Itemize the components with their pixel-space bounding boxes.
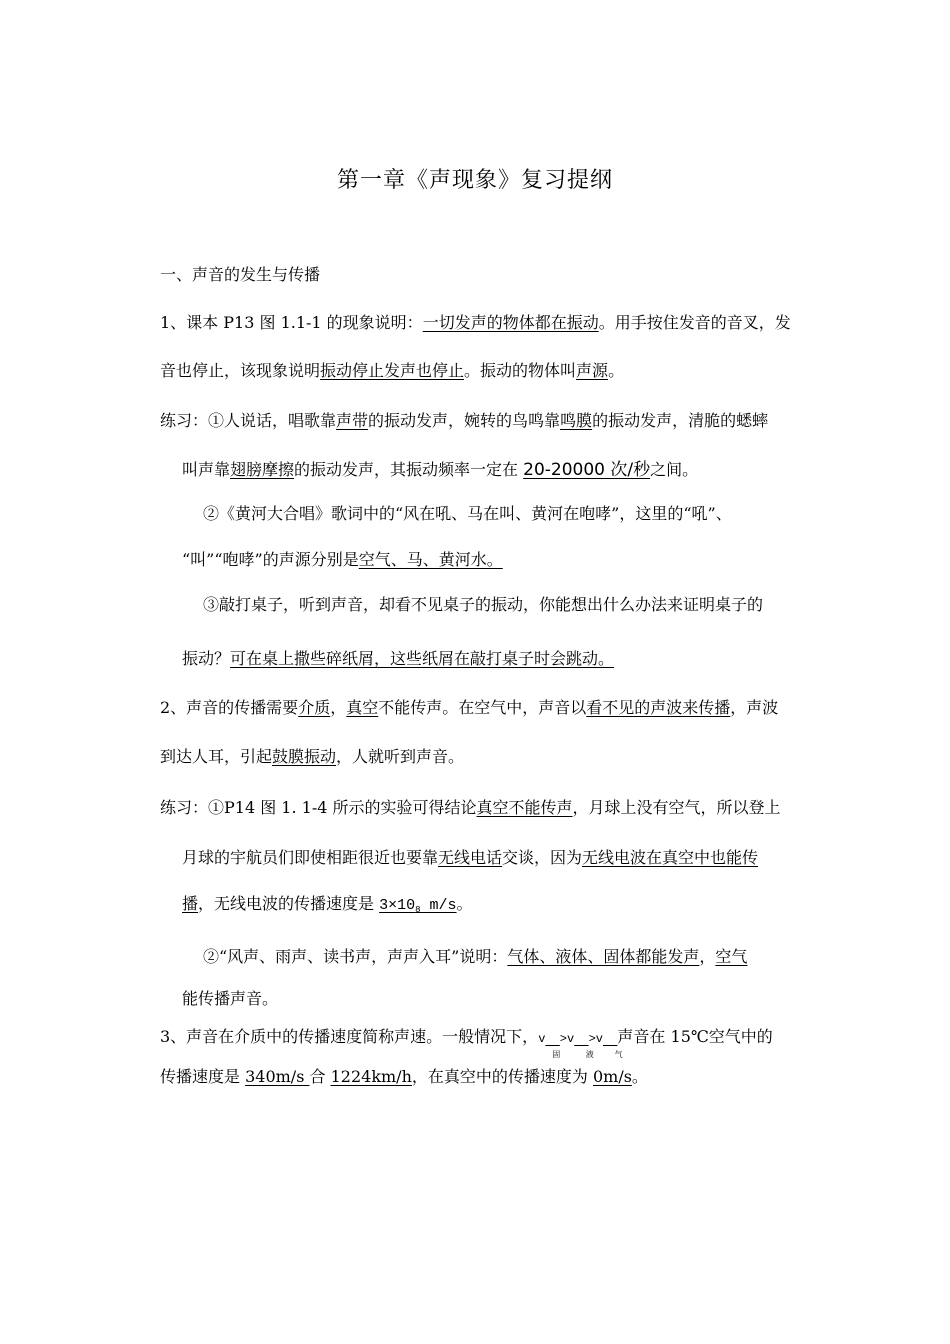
text: ，人就听到声音。	[336, 747, 465, 766]
answer: 20-20000 次/秒	[523, 460, 651, 480]
text: 音也停止，该现象说明	[160, 361, 321, 380]
exercise-5-line-1	[203, 946, 747, 968]
text: 交谈，因为	[502, 848, 583, 867]
text: 声音在 15℃空气中的	[617, 1027, 773, 1046]
speed-unit: m/s	[420, 897, 457, 914]
paragraph-2-line-1	[160, 697, 778, 719]
text: ，无线电波的传播速度是	[198, 894, 380, 913]
answer: 空气、马、黄河水。	[358, 550, 503, 569]
v-symbol: v	[538, 1032, 546, 1046]
paragraph-1-line-2	[160, 360, 624, 382]
exercise-2-line-2	[182, 549, 503, 571]
paragraph-1-line-1	[160, 312, 791, 334]
v-liquid	[559, 1028, 594, 1060]
exercise-1-line-2	[182, 459, 698, 481]
section-heading: 一、声音的发生与传播	[160, 265, 321, 284]
text: 1、课本 P13 图 1.1-1 的现象说明：	[160, 313, 423, 332]
text: 不能传声。在空气中，声音以	[378, 698, 587, 717]
sub-liquid: 液	[585, 1051, 594, 1060]
v-gas	[588, 1028, 623, 1060]
text: 月球的宇航员们即使相距很近也要靠	[182, 848, 439, 867]
v-solid	[538, 1028, 561, 1060]
text: 练习：①P14 图 1. 1-4 所示的实验可得结论	[160, 798, 477, 817]
answer: 无线电波在真空中也能传	[582, 848, 759, 867]
page-title: 第一章《声现象》复习提纲	[336, 168, 613, 193]
exercise-3-line-1: ③敲打桌子，听到声音，却看不见桌子的振动，你能想出什么办法来证明桌子的	[203, 595, 764, 614]
text: 练习：①人说话，唱歌靠	[160, 411, 337, 430]
gt-symbol: >v	[559, 1032, 575, 1046]
answer-speed	[379, 897, 456, 914]
answer: 翅膀摩擦	[230, 460, 295, 479]
text: 。	[608, 361, 625, 380]
answer: 一切发声的物体都在振动	[422, 313, 599, 332]
text: 2、声音的传播需要	[160, 698, 299, 717]
text: ②“风声、雨声、读书声，声声入耳”说明：	[203, 947, 508, 966]
exercise-2-line-1: ②《黄河大合唱》歌词中的“风在吼、马在叫、黄河在咆哮”，这里的“吼”、	[203, 504, 732, 523]
answer: 1224km/h	[330, 1067, 412, 1086]
exercise-3-line-2	[182, 648, 614, 670]
text: 3、声音在介质中的传播速度简称声速。一般情况下，	[160, 1027, 539, 1046]
text: ，声波	[730, 698, 779, 717]
answer: 0m/s	[592, 1067, 632, 1086]
paragraph-3-line-2	[160, 1066, 648, 1088]
answer: 播	[182, 894, 199, 913]
text: ，在真空中的传播速度为	[411, 1067, 593, 1086]
speed-base: 3×10	[379, 897, 416, 914]
exercise-5-line-2: 能传播声音。	[182, 989, 279, 1008]
text: 之间。	[650, 460, 699, 479]
paragraph-2-line-2	[160, 746, 464, 768]
exercise-1-line-1	[160, 410, 768, 432]
speed-exponent: 8	[415, 905, 421, 915]
answer: 声带	[336, 411, 369, 430]
text: 。用手按住发音的音叉，发	[598, 313, 791, 332]
text: 的振动发声，清脆的蟋蟀	[592, 411, 769, 430]
answer: 真空	[346, 698, 379, 717]
answer: 空气	[715, 947, 748, 966]
text: 。振动的物体叫	[464, 361, 577, 380]
text: ，月球上没有空气，所以登上	[572, 798, 781, 817]
speed-comparison	[538, 1032, 623, 1060]
sub-solid: 固	[552, 1051, 561, 1060]
exercise-4-line-1	[160, 797, 781, 819]
exercise-4-line-3	[182, 893, 473, 918]
text: “叫”“咆哮”的声源分别是	[182, 550, 359, 569]
gt-symbol: >v	[588, 1032, 604, 1046]
exercise-4-line-2	[182, 847, 758, 869]
text: 到达人耳，引起	[160, 747, 273, 766]
text: ，	[699, 947, 716, 966]
text: 传播速度是	[160, 1067, 246, 1086]
text: 振动？	[182, 649, 231, 668]
answer: 真空不能传声	[476, 798, 573, 817]
text: 叫声靠	[182, 460, 231, 479]
text: ，	[330, 698, 347, 717]
answer: 无线电话	[438, 848, 503, 867]
sub-gas: 气	[614, 1051, 623, 1060]
answer: 振动停止发声也停止	[320, 361, 465, 380]
text: 的振动发声，其振动频率一定在	[294, 460, 524, 479]
text: 合	[309, 1067, 331, 1086]
answer: 鼓膜振动	[272, 747, 337, 766]
answer: 340m/s	[245, 1067, 310, 1086]
text: 的振动发声，婉转的鸟鸣靠	[368, 411, 561, 430]
text: 。	[456, 894, 473, 913]
text: 。	[631, 1067, 648, 1086]
answer: 气体、液体、固体都能发声	[507, 947, 700, 966]
answer: 声源	[576, 361, 609, 380]
answer: 看不见的声波来传播	[586, 698, 731, 717]
answer: 鸣膜	[560, 411, 593, 430]
answer: 可在桌上撒些碎纸屑，这些纸屑在敲打桌子时会跳动。	[230, 649, 615, 668]
answer: 介质	[298, 698, 331, 717]
paragraph-3-line-1	[160, 1026, 773, 1060]
